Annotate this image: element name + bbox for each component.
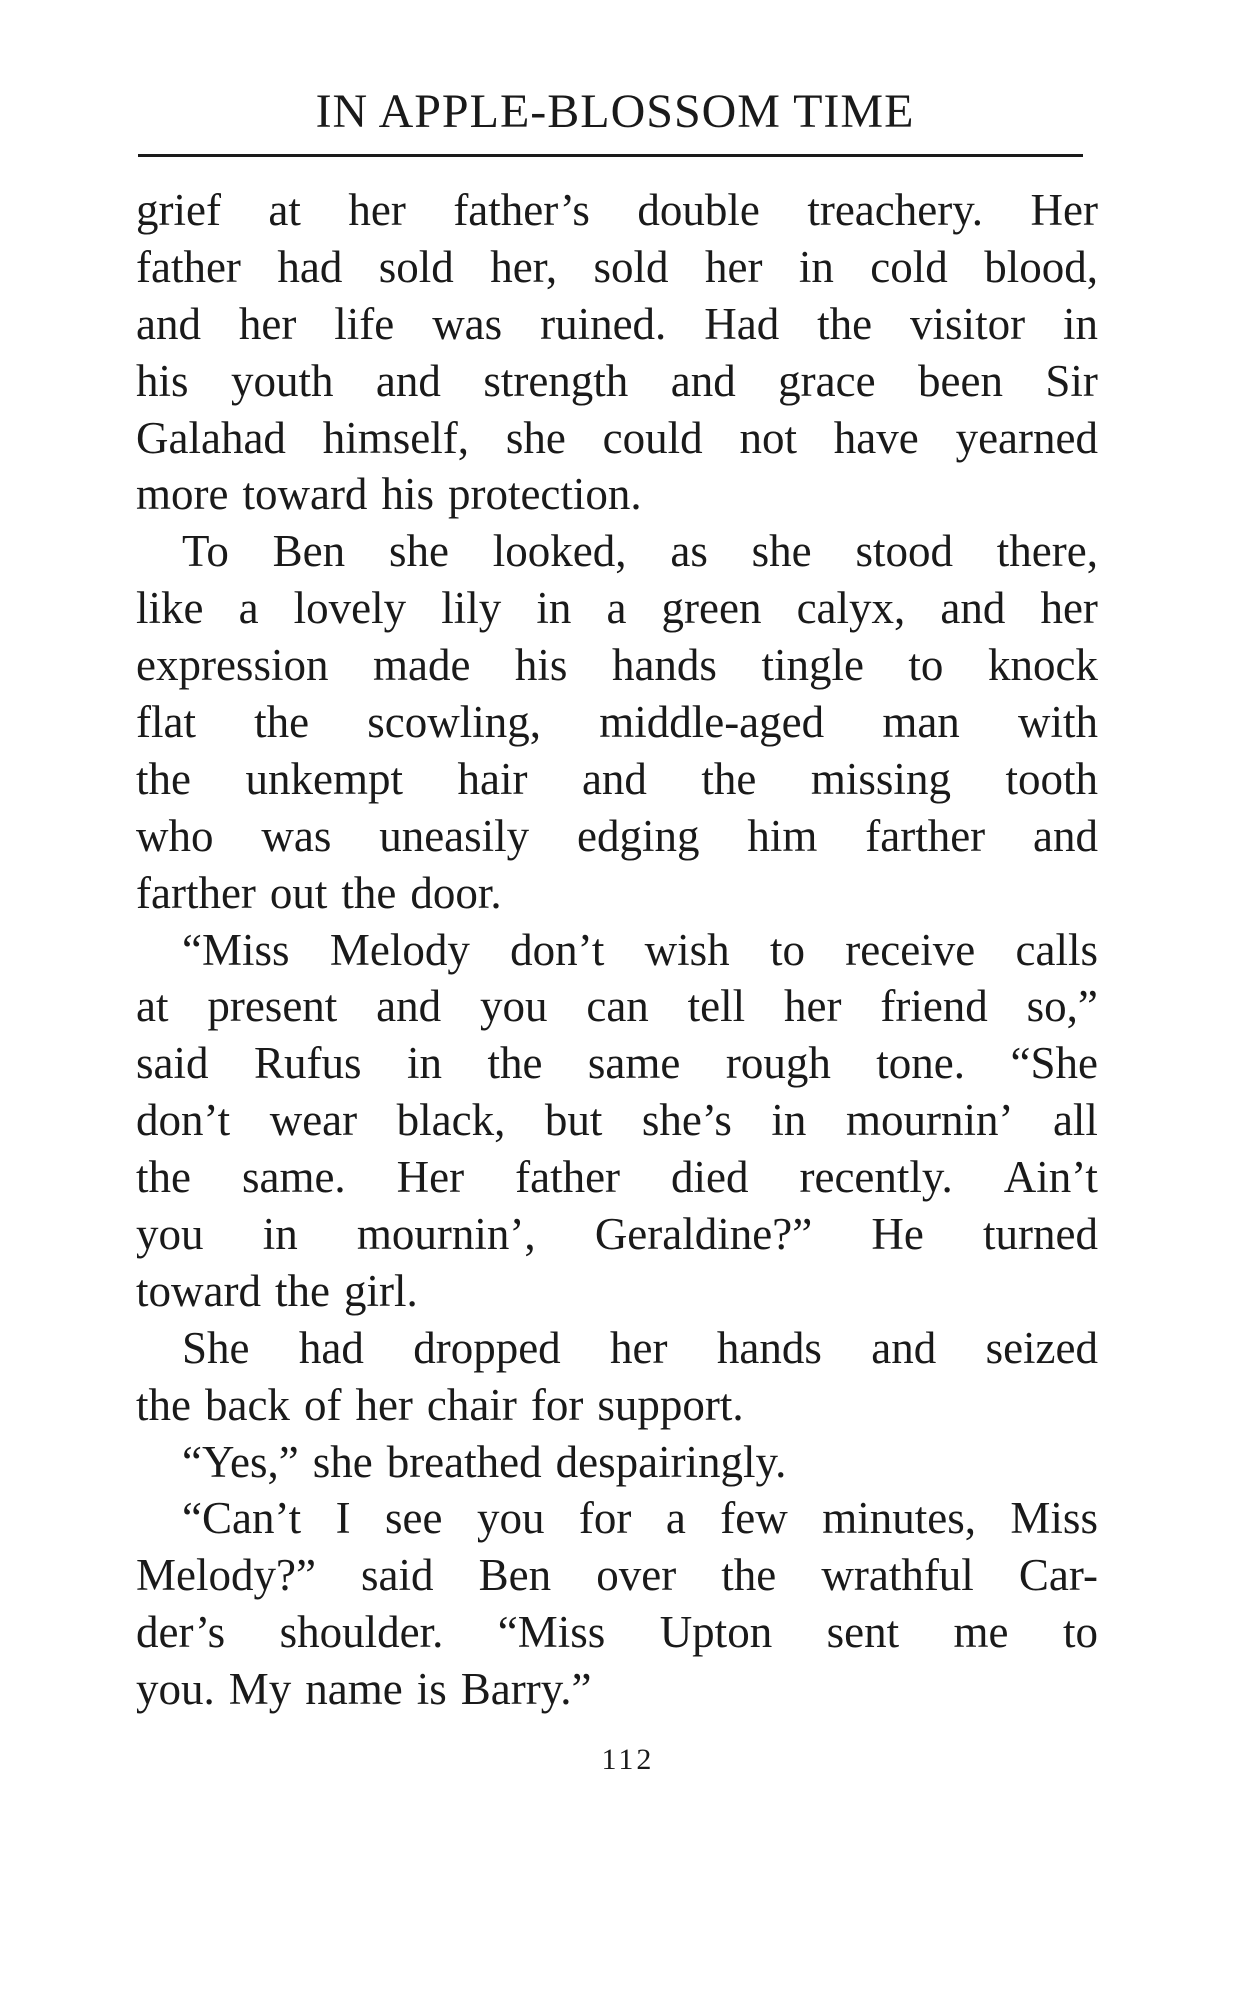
text-line: more toward his protection. [136, 469, 642, 520]
text-line: Galahad himself, she could not have yearned [136, 412, 1098, 463]
text-line: you in mournin’, Geraldine?” He turned [136, 1209, 1098, 1260]
text-line: said Rufus in the same rough tone. “She [136, 1038, 1098, 1089]
text-line: To Ben she looked, as she stood there, [182, 526, 1098, 577]
text-line: father had sold her, sold her in cold blood, [136, 241, 1098, 292]
text-line: like a lovely lily in a green calyx, and her [136, 583, 1098, 634]
header-rule [138, 154, 1083, 157]
text-line: his youth and strength and grace been Sir [136, 355, 1098, 406]
text-line: farther out the door. [136, 867, 502, 918]
text-line: who was uneasily edging him farther and [136, 810, 1098, 861]
body-text [136, 182, 1098, 1718]
text-line: at present and you can tell her friend so,” [136, 981, 1098, 1032]
text-line: the unkempt hair and the missing tooth [136, 753, 1098, 804]
text-line: flat the scowling, middle-aged man with [136, 697, 1098, 748]
text-line: “Miss Melody don’t wish to receive calls [182, 924, 1098, 975]
text-line: and her life was ruined. Had the visitor in [136, 298, 1098, 349]
page-number: 112 [601, 1743, 655, 1776]
text-line: grief at her father’s double treachery. Her [136, 185, 1098, 235]
text-line: toward the girl. [136, 1265, 418, 1316]
text-line: “Yes,” she breathed despairingly. [182, 1436, 787, 1487]
text-line: the back of her chair for support. [136, 1379, 744, 1430]
text-line: don’t wear black, but she’s in mournin’ all [136, 1095, 1098, 1146]
text-line: you. My name is Barry.” [136, 1664, 592, 1715]
text-line: “Can’t I see you for a few minutes, Miss [182, 1493, 1098, 1544]
text-line: She had dropped her hands and seized [182, 1322, 1098, 1373]
text-line: expression made his hands tingle to knock [136, 640, 1098, 691]
text-line: Melody?” said Ben over the wrathful Car- [136, 1550, 1098, 1601]
text-line: the same. Her father died recently. Ain’t [136, 1152, 1098, 1203]
running-head: IN APPLE-BLOSSOM TIME [315, 85, 915, 138]
text-line: der’s shoulder. “Miss Upton sent me to [136, 1607, 1098, 1658]
